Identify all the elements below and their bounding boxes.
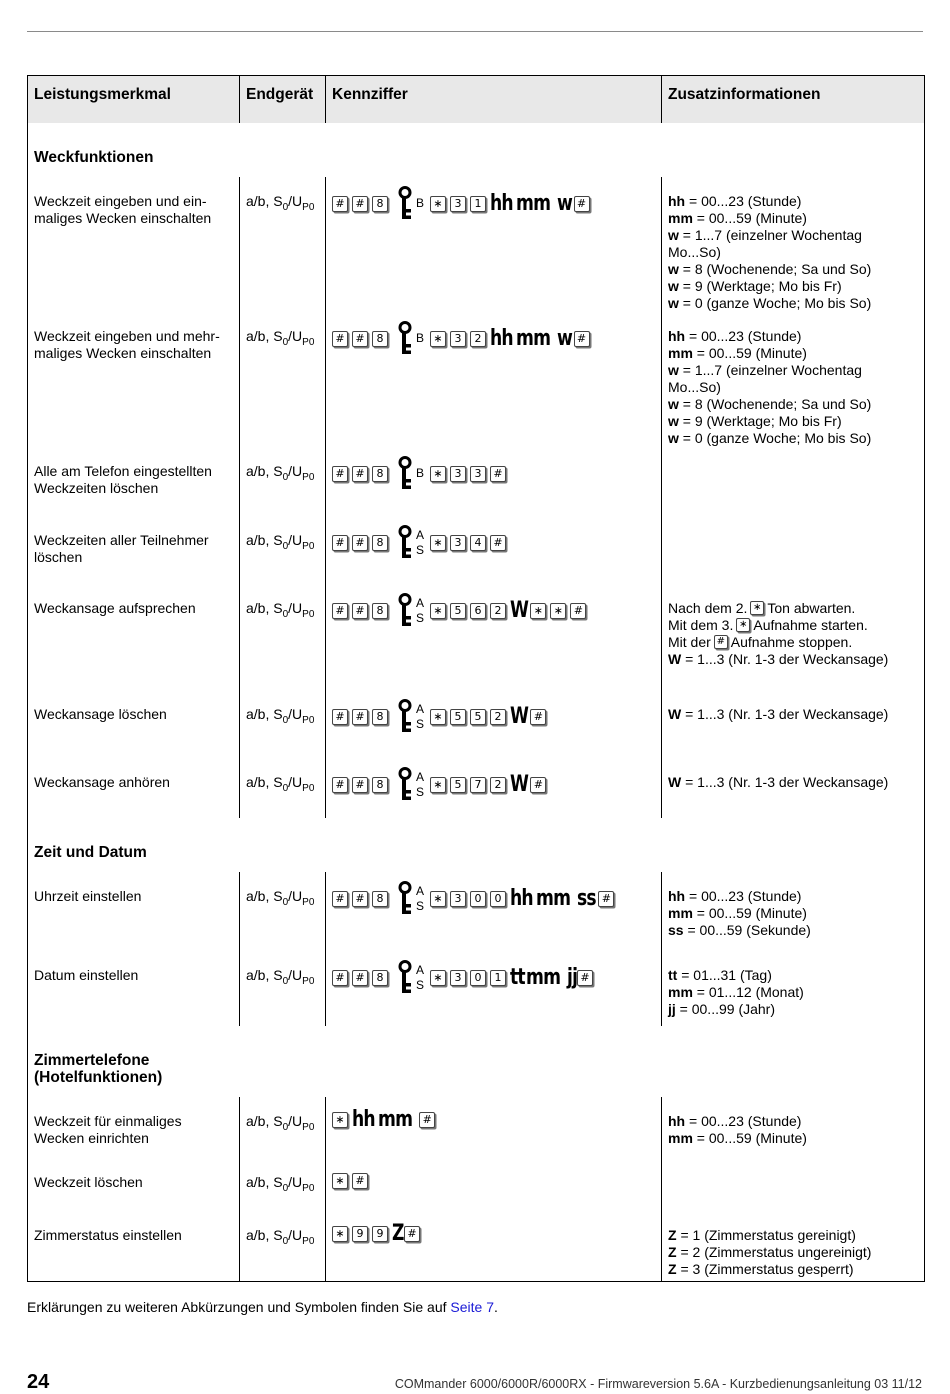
table-row [28, 1158, 925, 1211]
info-cell [662, 1097, 925, 1158]
section-row [28, 818, 925, 872]
placeholder-w: w [557, 326, 573, 351]
key-label-a: A [416, 883, 425, 898]
digit-key: 5 [450, 777, 466, 793]
info-line: w = 8 (Wochenende; Sa und So) [668, 395, 872, 412]
info-line: w = 0 (ganze Woche; Mo bis So) [668, 429, 872, 446]
placeholder-wrap [490, 191, 513, 216]
feature-line: Weckansage anhören [34, 773, 170, 790]
hash-key-icon: # [332, 709, 348, 725]
star-key-icon: ∗ [550, 603, 566, 619]
code-sequence [332, 190, 655, 218]
digit-key: 8 [372, 196, 388, 212]
digit-key: 0 [470, 891, 486, 907]
digit-key: 8 [372, 535, 388, 551]
code-cell [326, 1097, 662, 1158]
feature-cell [28, 758, 240, 818]
hash-key-icon: # [352, 466, 368, 482]
hash-key-icon: # [352, 535, 368, 551]
key-label-as [416, 770, 424, 800]
placeholder-hh: hh [490, 326, 513, 351]
info-cell [662, 516, 925, 584]
hash-key-icon: # [332, 331, 348, 347]
digit-key: 5 [450, 709, 466, 725]
key-icon [398, 525, 412, 561]
feature-line: Weckansage löschen [34, 705, 167, 722]
code-sequence [332, 529, 655, 557]
hash-key-icon: # [332, 535, 348, 551]
info-line: hh = 00...23 (Stunde) [668, 1112, 802, 1129]
placeholder-mm: mm [526, 965, 561, 990]
code-cell [326, 690, 662, 758]
section-row [28, 1026, 925, 1097]
code-sequence [332, 703, 655, 731]
digit-key: 3 [450, 331, 466, 347]
placeholder-wrap [490, 326, 513, 351]
note-line: Mit der # Aufnahme stoppen. [668, 633, 853, 650]
feature-cell [28, 584, 240, 690]
section-title: Zeit und Datum [28, 818, 240, 872]
feature-line: Datum einstellen [34, 966, 139, 983]
hash-key-icon: # [352, 709, 368, 725]
star-key-icon: ∗ [430, 709, 446, 725]
key-label-a: A [416, 595, 425, 610]
digit-key: 0 [470, 970, 486, 986]
device-cell: a/b, $S_0/U_{P0}$ [240, 1097, 326, 1158]
key-icon [398, 593, 412, 629]
info-line: mm = 00...59 (Minute) [668, 344, 807, 361]
placeholder-wrap [566, 965, 578, 990]
digit-key: 3 [450, 970, 466, 986]
star-key-icon: ∗ [750, 601, 764, 615]
table-row [28, 1097, 925, 1158]
key-icon [398, 321, 412, 357]
page-link[interactable]: Seite 7 [450, 1299, 494, 1315]
digit-key: 3 [450, 196, 466, 212]
key-label: B [416, 196, 425, 210]
hash-key-icon: # [352, 891, 368, 907]
hash-key-icon: # [332, 196, 348, 212]
hash-key-icon: # [574, 331, 590, 347]
star-key-icon: ∗ [332, 1173, 348, 1189]
feature-line: Alle am Telefon eingestellten [34, 462, 212, 479]
key-label: B [416, 331, 425, 345]
info-cell [662, 1158, 925, 1211]
digit-key: 1 [470, 196, 486, 212]
device-cell: a/b, $S_0/U_{P0}$ [240, 312, 326, 447]
footnote [27, 1299, 498, 1315]
table-row [28, 872, 925, 951]
digit-key: 5 [450, 603, 466, 619]
hash-key-icon: # [577, 970, 593, 986]
placeholder-hh: hh [510, 886, 533, 911]
hash-key-icon: # [404, 1226, 420, 1242]
digit-key: 8 [372, 603, 388, 619]
device-cell: a/b, $S_0/U_{P0}$ [240, 951, 326, 1026]
document-title: COMmander 6000/6000R/6000RX - Firmwareversion 5.6A - Kurzbedienungsanleitung 03 11/12 [394, 1377, 922, 1391]
placeholder-mm: mm [378, 1107, 413, 1132]
key-label-s: S [416, 784, 425, 799]
info-line: tt = 01...31 (Tag) [668, 966, 772, 983]
star-key-icon: ∗ [430, 196, 446, 212]
info-line: mm = 00...59 (Minute) [668, 904, 807, 921]
code-sequence [332, 1167, 655, 1195]
feature-cell [28, 1097, 240, 1158]
hash-key-icon: # [574, 196, 590, 212]
code-sequence [332, 460, 655, 488]
hash-key-icon: # [490, 535, 506, 551]
hash-key-icon: # [352, 331, 368, 347]
feature-line: Weckzeit eingeben und ein- [34, 192, 207, 209]
footnote-end: . [493, 1299, 498, 1315]
feature-line: Weckzeit für einmaliges [34, 1112, 182, 1129]
info-cell [662, 758, 925, 818]
hash-key-icon: # [419, 1112, 435, 1128]
digit-key: 4 [470, 535, 486, 551]
code-sequence [332, 885, 655, 913]
key-label-s: S [416, 716, 425, 731]
star-key-icon: ∗ [430, 891, 446, 907]
feature-line: Weckansage aufsprechen [34, 599, 196, 616]
digit-key: 9 [352, 1226, 368, 1242]
digit-key: 2 [470, 331, 486, 347]
header-feature: Leistungsmerkmal [28, 76, 240, 123]
code-sequence [332, 1220, 655, 1248]
key-label-as [416, 528, 424, 558]
section-filler [240, 818, 925, 872]
info-line: W = 1...3 (Nr. 1-3 der Weckansage) [668, 705, 889, 722]
table-row [28, 177, 925, 312]
footnote-text: Erklärungen zu weiteren Abkürzungen und Symbolen finden Sie auf [27, 1299, 451, 1315]
code-cell [326, 312, 662, 447]
info-cell [662, 177, 925, 312]
digit-key: 3 [470, 466, 486, 482]
key-icon [398, 699, 412, 735]
info-line: mm = 00...59 (Minute) [668, 1129, 807, 1146]
key-label-s: S [416, 542, 425, 557]
digit-key: 8 [372, 709, 388, 725]
code-sequence [332, 964, 655, 992]
key-label: B [416, 466, 425, 480]
table-row [28, 312, 925, 447]
star-key-icon: ∗ [430, 603, 446, 619]
hash-key-icon: # [332, 603, 348, 619]
hash-key-icon: # [332, 466, 348, 482]
digit-key: 0 [490, 891, 506, 907]
digit-key: 3 [450, 535, 466, 551]
star-key-icon: ∗ [332, 1112, 348, 1128]
feature-line: Zimmerstatus einstellen [34, 1226, 182, 1243]
placeholder-wrap [392, 1221, 404, 1246]
placeholder-wrap [577, 886, 597, 911]
page-number: 24 [27, 1371, 50, 1393]
feature-line: Weckzeit löschen [34, 1173, 143, 1190]
feature-cell [28, 447, 240, 516]
info-line: hh = 00...23 (Stunde) [668, 192, 802, 209]
info-line: w = 9 (Werktage; Mo bis Fr) [668, 412, 842, 429]
feature-cell [28, 1211, 240, 1282]
table-row [28, 690, 925, 758]
placeholder-mm: mm [516, 191, 551, 216]
table-row [28, 584, 925, 690]
code-sequence [332, 325, 655, 353]
feature-line: maliges Wecken einschalten [34, 344, 212, 361]
header-code: Kennziffer [326, 76, 662, 123]
info-cell [662, 951, 925, 1026]
code-cell [326, 872, 662, 951]
star-key-icon: ∗ [430, 535, 446, 551]
section-row [28, 123, 925, 177]
device-cell: a/b, $S_0/U_{P0}$ [240, 1158, 326, 1211]
code-cell [326, 447, 662, 516]
table-row [28, 447, 925, 516]
placeholder-wrap [510, 598, 529, 623]
section-filler [240, 1026, 925, 1097]
device-cell: a/b, $S_0/U_{P0}$ [240, 516, 326, 584]
placeholder-w: W [510, 704, 529, 729]
feature-cell [28, 312, 240, 447]
hash-key-icon: # [352, 603, 368, 619]
hash-key-icon: # [714, 635, 728, 649]
info-line: w = 1...7 (einzelner Wochentag Mo...So) [668, 226, 862, 260]
placeholder-hh: hh [352, 1107, 375, 1132]
feature-table [27, 75, 925, 1282]
key-icon [398, 960, 412, 996]
star-key-icon: ∗ [430, 331, 446, 347]
placeholder-hh: hh [490, 191, 513, 216]
key-icon [398, 881, 412, 917]
digit-key: 8 [372, 891, 388, 907]
info-cell [662, 872, 925, 951]
hash-key-icon: # [332, 891, 348, 907]
hash-key-icon: # [570, 603, 586, 619]
device-cell: a/b, $S_0/U_{P0}$ [240, 584, 326, 690]
info-line: hh = 00...23 (Stunde) [668, 887, 802, 904]
section-filler [240, 123, 925, 177]
table-row [28, 758, 925, 818]
digit-key: 6 [470, 603, 486, 619]
key-label-a: A [416, 701, 425, 716]
placeholder-wrap [557, 326, 573, 351]
device-cell: a/b, $S_0/U_{P0}$ [240, 872, 326, 951]
key-label-a: A [416, 769, 425, 784]
star-key-icon: ∗ [430, 466, 446, 482]
info-cell [662, 584, 925, 690]
code-cell [326, 951, 662, 1026]
digit-key: 8 [372, 970, 388, 986]
key-label-as [416, 702, 424, 732]
placeholder-w: W [510, 772, 529, 797]
info-line: w = 0 (ganze Woche; Mo bis So) [668, 294, 872, 311]
placeholder-z: Z [392, 1221, 404, 1246]
key-label-a: A [416, 527, 425, 542]
hash-key-icon: # [530, 709, 546, 725]
info-cell [662, 447, 925, 516]
feature-line: maliges Wecken einschalten [34, 209, 212, 226]
device-cell: a/b, $S_0/U_{P0}$ [240, 1211, 326, 1282]
table-body [28, 123, 925, 1282]
placeholder-w: w [557, 191, 573, 216]
placeholder-jj: jj [566, 965, 578, 990]
feature-cell [28, 872, 240, 951]
placeholder-wrap [526, 965, 562, 990]
code-sequence [332, 1106, 655, 1134]
placeholder-mm: mm [516, 326, 551, 351]
star-key-icon: ∗ [530, 603, 546, 619]
placeholder-mm: mm [536, 886, 571, 911]
device-cell: a/b, $S_0/U_{P0}$ [240, 447, 326, 516]
info-line: Z = 1 (Zimmerstatus gereinigt) [668, 1226, 856, 1243]
placeholder-tt: tt [510, 965, 525, 990]
digit-key: 5 [470, 709, 486, 725]
placeholder-wrap [378, 1107, 414, 1132]
key-label-s: S [416, 610, 425, 625]
hash-key-icon: # [352, 777, 368, 793]
info-cell [662, 1211, 925, 1282]
key-icon [398, 456, 412, 492]
star-key-icon: ∗ [332, 1226, 348, 1242]
info-line: w = 9 (Werktage; Mo bis Fr) [668, 277, 842, 294]
feature-cell [28, 951, 240, 1026]
code-cell [326, 758, 662, 818]
key-icon [398, 186, 412, 222]
device-cell: a/b, $S_0/U_{P0}$ [240, 690, 326, 758]
placeholder-wrap [536, 886, 572, 911]
info-line: w = 1...7 (einzelner Wochentag Mo...So) [668, 361, 862, 395]
placeholder-wrap [516, 191, 552, 216]
hash-key-icon: # [352, 196, 368, 212]
hash-key-icon: # [352, 1173, 368, 1189]
info-line: Z = 2 (Zimmerstatus ungereinigt) [668, 1243, 872, 1260]
code-cell [326, 1211, 662, 1282]
placeholder-wrap [510, 886, 533, 911]
code-cell [326, 1158, 662, 1211]
info-line: hh = 00...23 (Stunde) [668, 327, 802, 344]
placeholder-wrap [352, 1107, 375, 1132]
feature-line: Wecken einrichten [34, 1129, 149, 1146]
info-line: Z = 3 (Zimmerstatus gesperrt) [668, 1260, 854, 1277]
table-row [28, 951, 925, 1026]
digit-key: 1 [490, 970, 506, 986]
note-line: Mit dem 3. ∗ Aufnahme starten. [668, 616, 868, 633]
star-key-icon: ∗ [430, 970, 446, 986]
placeholder-wrap [516, 326, 552, 351]
feature-line: Weckzeiten löschen [34, 479, 159, 496]
hash-key-icon: # [332, 777, 348, 793]
star-key-icon: ∗ [736, 618, 750, 632]
header-info: Zusatzinformationen [662, 76, 925, 123]
table-row [28, 516, 925, 584]
code-sequence [332, 771, 655, 799]
info-line: jj = 00...99 (Jahr) [668, 1000, 775, 1017]
device-cell: a/b, $S_0/U_{P0}$ [240, 177, 326, 312]
section-title: Weckfunktionen [28, 123, 240, 177]
hash-key-icon: # [352, 970, 368, 986]
info-cell [662, 690, 925, 758]
header-device: Endgerät [240, 76, 326, 123]
digit-key: 8 [372, 777, 388, 793]
top-rule [27, 31, 923, 32]
feature-line: Uhrzeit einstellen [34, 887, 142, 904]
key-label-a: A [416, 962, 425, 977]
star-key-icon: ∗ [430, 777, 446, 793]
placeholder-ss: ss [577, 886, 597, 911]
key-label-as [416, 596, 424, 626]
info-line: W = 1...3 (Nr. 1-3 der Weckansage) [668, 773, 889, 790]
feature-line: löschen [34, 548, 83, 565]
feature-cell [28, 516, 240, 584]
hash-key-icon: # [530, 777, 546, 793]
placeholder-wrap [510, 965, 525, 990]
device-cell: a/b, $S_0/U_{P0}$ [240, 758, 326, 818]
feature-cell [28, 1158, 240, 1211]
code-cell [326, 516, 662, 584]
digit-key: 8 [372, 466, 388, 482]
note-line: Nach dem 2. ∗ Ton abwarten. [668, 599, 856, 616]
info-line: ss = 00...59 (Sekunde) [668, 921, 811, 938]
feature-cell [28, 690, 240, 758]
key-icon [398, 767, 412, 803]
placeholder-wrap [510, 704, 529, 729]
key-label-s: S [416, 977, 425, 992]
code-sequence [332, 597, 655, 625]
table-row [28, 1211, 925, 1282]
code-cell [326, 584, 662, 690]
code-cell [326, 177, 662, 312]
digit-key: 3 [450, 891, 466, 907]
digit-key: 7 [470, 777, 486, 793]
key-label-as [416, 884, 424, 914]
key-label-s: S [416, 898, 425, 913]
digit-key: 2 [490, 709, 506, 725]
info-line: mm = 01...12 (Monat) [668, 983, 804, 1000]
digit-key: 2 [490, 603, 506, 619]
section-title: Zimmertelefone (Hotelfunktionen) [28, 1026, 240, 1097]
hash-key-icon: # [332, 970, 348, 986]
placeholder-w: W [510, 598, 529, 623]
info-line: w = 8 (Wochenende; Sa und So) [668, 260, 872, 277]
digit-key: 9 [372, 1226, 388, 1242]
table-header [28, 76, 925, 123]
feature-cell [28, 177, 240, 312]
feature-line: Weckzeiten aller Teilnehmer [34, 531, 209, 548]
info-line: W = 1...3 (Nr. 1-3 der Weckansage) [668, 650, 889, 667]
info-line: mm = 00...59 (Minute) [668, 209, 807, 226]
feature-line: Weckzeit eingeben und mehr- [34, 327, 220, 344]
digit-key: 3 [450, 466, 466, 482]
hash-key-icon: # [598, 891, 614, 907]
key-label-as [416, 963, 424, 993]
digit-key: 8 [372, 331, 388, 347]
placeholder-wrap [510, 772, 529, 797]
hash-key-icon: # [490, 466, 506, 482]
info-cell [662, 312, 925, 447]
digit-key: 2 [490, 777, 506, 793]
placeholder-wrap [557, 191, 573, 216]
